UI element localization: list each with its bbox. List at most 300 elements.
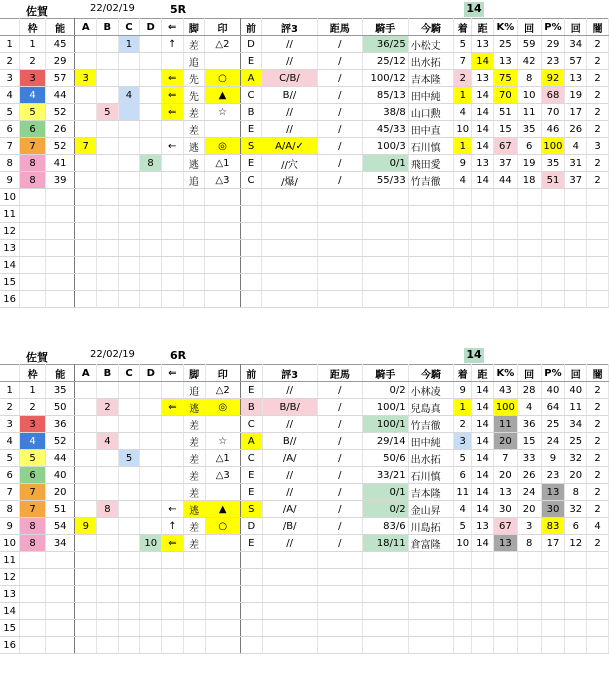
score-c xyxy=(118,433,140,450)
score-b xyxy=(97,138,119,155)
current-jockey xyxy=(408,240,454,257)
score-c xyxy=(118,206,140,223)
dark: 3 xyxy=(587,138,609,155)
jockey-stats: 18/11 xyxy=(363,535,409,552)
k-percent xyxy=(493,206,517,223)
score-c xyxy=(118,586,140,603)
column-header: 回 xyxy=(517,365,541,382)
score-c: 1 xyxy=(118,36,140,53)
score-d xyxy=(140,603,162,620)
p-count: 17 xyxy=(565,104,587,121)
mark xyxy=(205,637,240,654)
running-style xyxy=(183,240,205,257)
column-header: 距 xyxy=(472,365,494,382)
dark: 2 xyxy=(587,87,609,104)
ability: 39 xyxy=(45,172,75,189)
score-c xyxy=(118,569,140,586)
running-style: 逃 xyxy=(183,501,205,518)
p-percent: 40 xyxy=(541,382,565,399)
rating: // xyxy=(262,53,317,70)
running-style xyxy=(183,206,205,223)
score-b xyxy=(97,382,119,399)
race-distance: 14 xyxy=(464,2,484,17)
score-c xyxy=(118,155,140,172)
trend-arrow: ⇐ xyxy=(161,104,183,121)
score-b xyxy=(97,206,119,223)
score-d xyxy=(140,240,162,257)
prev-rank: C xyxy=(240,416,262,433)
frame-number: 7 xyxy=(20,501,46,518)
running-style: 追 xyxy=(183,382,205,399)
dark xyxy=(587,603,609,620)
frame-number: 8 xyxy=(20,172,46,189)
ability: 36 xyxy=(45,416,75,433)
jockey-stats: 50/6 xyxy=(363,450,409,467)
table-row xyxy=(0,257,609,274)
score-c xyxy=(118,382,140,399)
k-percent: 20 xyxy=(493,467,517,484)
k-count xyxy=(517,274,541,291)
rating: // xyxy=(262,121,317,138)
p-count xyxy=(565,223,587,240)
frame-number xyxy=(20,223,46,240)
p-percent: 64 xyxy=(541,399,565,416)
rating: //穴 xyxy=(262,155,317,172)
mark: △3 xyxy=(205,172,240,189)
p-count xyxy=(565,637,587,654)
distance xyxy=(472,620,494,637)
frame-number xyxy=(20,206,46,223)
jockey-stats xyxy=(363,552,409,569)
table-row xyxy=(0,206,609,223)
frame-number: 2 xyxy=(20,399,46,416)
frame-number xyxy=(20,569,46,586)
ability: 52 xyxy=(45,104,75,121)
mark xyxy=(205,240,240,257)
score-c xyxy=(118,620,140,637)
prev-rank xyxy=(240,189,262,206)
trend-arrow xyxy=(161,172,183,189)
trend-arrow xyxy=(162,603,184,620)
score-b xyxy=(97,291,119,308)
k-count xyxy=(517,569,541,586)
jockey-stats xyxy=(362,223,408,240)
ability xyxy=(45,637,75,654)
table-row xyxy=(0,36,609,53)
p-count xyxy=(565,291,587,308)
dark xyxy=(587,586,609,603)
column-header: 脚 xyxy=(183,365,205,382)
distance: 14 xyxy=(472,416,494,433)
distance-horse: / xyxy=(317,535,362,552)
finish xyxy=(454,240,472,257)
trend-arrow xyxy=(162,467,184,484)
score-a xyxy=(75,291,97,308)
distance-horse xyxy=(317,223,362,240)
distance: 14 xyxy=(472,104,494,121)
dark xyxy=(587,189,609,206)
ability: 44 xyxy=(45,450,75,467)
trend-arrow xyxy=(161,274,183,291)
p-percent xyxy=(541,620,565,637)
jockey-stats xyxy=(363,620,409,637)
finish: 10 xyxy=(454,121,472,138)
score-c xyxy=(118,274,140,291)
table-row xyxy=(0,569,609,586)
running-style xyxy=(183,274,205,291)
running-style: 差 xyxy=(183,36,205,53)
k-count: 36 xyxy=(517,416,541,433)
running-style xyxy=(183,189,205,206)
current-jockey xyxy=(408,603,454,620)
score-a xyxy=(75,87,97,104)
score-d xyxy=(140,138,162,155)
distance-horse xyxy=(317,603,362,620)
trend-arrow xyxy=(161,257,183,274)
mark xyxy=(205,257,240,274)
p-count: 37 xyxy=(565,172,587,189)
distance xyxy=(472,206,494,223)
score-a xyxy=(75,223,97,240)
running-style: 逃 xyxy=(183,399,205,416)
score-a xyxy=(75,274,97,291)
trend-arrow xyxy=(162,637,184,654)
finish: 9 xyxy=(454,382,472,399)
rating xyxy=(262,206,317,223)
score-d xyxy=(140,104,162,121)
k-count: 20 xyxy=(517,501,541,518)
venue-label: 佐賀 xyxy=(26,5,48,18)
score-a xyxy=(75,104,97,121)
rating xyxy=(262,274,317,291)
dark: 2 xyxy=(587,121,609,138)
dark xyxy=(587,552,609,569)
column-header: 闇 xyxy=(587,19,609,36)
score-a xyxy=(75,121,97,138)
ability xyxy=(45,620,75,637)
jockey-stats: 100/1 xyxy=(363,399,409,416)
table-row xyxy=(0,535,609,552)
mark: ◎ xyxy=(205,138,240,155)
score-a xyxy=(75,240,97,257)
row-number: 13 xyxy=(0,586,20,603)
frame-number: 6 xyxy=(20,467,46,484)
score-b xyxy=(97,87,119,104)
prev-rank: E xyxy=(240,484,262,501)
prev-rank xyxy=(240,586,262,603)
score-c: 4 xyxy=(118,87,140,104)
prev-rank xyxy=(240,637,262,654)
row-number: 11 xyxy=(0,206,20,223)
score-b xyxy=(97,240,119,257)
rating xyxy=(262,552,317,569)
ability: 29 xyxy=(45,53,75,70)
distance: 14 xyxy=(472,467,494,484)
score-a xyxy=(75,433,97,450)
rating: B/B/ xyxy=(262,399,317,416)
row-number: 16 xyxy=(0,637,20,654)
mark xyxy=(205,223,240,240)
running-style: 先 xyxy=(183,87,205,104)
score-a xyxy=(75,535,97,552)
ability: 50 xyxy=(45,399,75,416)
k-percent xyxy=(493,637,517,654)
frame-number: 7 xyxy=(20,484,46,501)
k-count: 19 xyxy=(517,155,541,172)
current-jockey: 石川慎 xyxy=(408,138,454,155)
finish: 1 xyxy=(454,399,472,416)
score-b xyxy=(97,416,119,433)
race-table xyxy=(0,364,609,654)
p-percent: 68 xyxy=(541,87,565,104)
score-b xyxy=(97,189,119,206)
table-row xyxy=(0,586,609,603)
running-style: 差 xyxy=(183,535,205,552)
distance-horse: / xyxy=(317,450,362,467)
distance-horse: / xyxy=(317,36,362,53)
score-a xyxy=(75,36,97,53)
running-style xyxy=(183,637,205,654)
mark xyxy=(205,206,240,223)
row-number: 6 xyxy=(0,121,20,138)
frame-number xyxy=(20,291,46,308)
table-row xyxy=(0,87,609,104)
prev-rank: A xyxy=(240,70,262,87)
race-6r xyxy=(0,348,609,654)
trend-arrow: ⇐ xyxy=(162,399,184,416)
k-count: 8 xyxy=(517,535,541,552)
distance: 14 xyxy=(472,87,494,104)
column-header: 枠 xyxy=(20,19,46,36)
score-d xyxy=(140,416,162,433)
row-number: 2 xyxy=(0,399,20,416)
header-blank xyxy=(0,365,20,382)
current-jockey: 出水拓 xyxy=(408,450,454,467)
current-jockey: 田中純 xyxy=(408,433,454,450)
table-row xyxy=(0,53,609,70)
k-count xyxy=(517,620,541,637)
frame-number: 2 xyxy=(20,53,46,70)
column-header: 距 xyxy=(472,19,494,36)
k-count: 28 xyxy=(517,382,541,399)
dark xyxy=(587,620,609,637)
current-jockey: 小林凌 xyxy=(408,382,454,399)
distance-horse: / xyxy=(317,70,362,87)
distance-horse xyxy=(317,274,362,291)
jockey-stats: 0/1 xyxy=(363,484,409,501)
race-number: 6R xyxy=(170,349,187,362)
score-a xyxy=(75,620,97,637)
mark xyxy=(205,552,240,569)
current-jockey xyxy=(408,189,454,206)
ability: 45 xyxy=(45,36,75,53)
score-a: 3 xyxy=(75,70,97,87)
finish: 2 xyxy=(454,70,472,87)
prev-rank xyxy=(240,240,262,257)
running-style: 先 xyxy=(183,70,205,87)
distance: 14 xyxy=(472,450,494,467)
current-jockey xyxy=(408,569,454,586)
table-row xyxy=(0,172,609,189)
finish: 2 xyxy=(454,416,472,433)
k-percent: 100 xyxy=(493,399,517,416)
score-b xyxy=(97,121,119,138)
dark: 2 xyxy=(587,36,609,53)
row-number: 9 xyxy=(0,518,20,535)
trend-arrow xyxy=(161,206,183,223)
running-style: 差 xyxy=(183,484,205,501)
finish: 10 xyxy=(454,535,472,552)
p-count: 13 xyxy=(565,70,587,87)
ability: 26 xyxy=(45,121,75,138)
k-count: 4 xyxy=(517,399,541,416)
frame-number: 3 xyxy=(20,416,46,433)
rating: // xyxy=(262,104,317,121)
current-jockey: 金山昇 xyxy=(408,501,454,518)
distance-horse: / xyxy=(317,138,362,155)
current-jockey: 兒島真 xyxy=(408,399,454,416)
row-number: 15 xyxy=(0,620,20,637)
running-style: 差 xyxy=(183,450,205,467)
dark: 2 xyxy=(587,399,609,416)
k-count: 6 xyxy=(517,138,541,155)
distance: 14 xyxy=(472,535,494,552)
table-row xyxy=(0,399,609,416)
distance xyxy=(472,291,494,308)
prev-rank xyxy=(240,206,262,223)
k-percent xyxy=(493,189,517,206)
rating xyxy=(262,603,317,620)
column-header: 距馬 xyxy=(317,365,362,382)
finish xyxy=(454,569,472,586)
table-row xyxy=(0,416,609,433)
distance: 14 xyxy=(472,382,494,399)
distance: 13 xyxy=(472,36,494,53)
trend-arrow xyxy=(162,433,184,450)
trend-arrow xyxy=(161,155,183,172)
jockey-stats: 33/21 xyxy=(363,467,409,484)
rating xyxy=(262,620,317,637)
dark: 2 xyxy=(587,155,609,172)
ability xyxy=(45,569,75,586)
mark: ○ xyxy=(205,70,240,87)
p-count: 19 xyxy=(565,87,587,104)
distance-horse: / xyxy=(317,87,362,104)
prev-rank: E xyxy=(240,467,262,484)
k-count xyxy=(517,240,541,257)
frame-number xyxy=(20,603,46,620)
p-percent: 70 xyxy=(541,104,565,121)
jockey-stats xyxy=(362,240,408,257)
score-d xyxy=(140,189,162,206)
p-count: 11 xyxy=(565,399,587,416)
current-jockey xyxy=(408,257,454,274)
p-percent: 46 xyxy=(541,121,565,138)
ability xyxy=(45,257,75,274)
trend-arrow xyxy=(161,291,183,308)
row-number: 7 xyxy=(0,484,20,501)
column-header: 騎手 xyxy=(363,365,409,382)
score-c xyxy=(118,53,140,70)
table-row xyxy=(0,620,609,637)
current-jockey xyxy=(408,274,454,291)
running-style xyxy=(183,223,205,240)
score-c xyxy=(118,518,140,535)
prev-rank xyxy=(240,257,262,274)
distance-horse: / xyxy=(317,121,362,138)
distance-horse: / xyxy=(317,467,362,484)
row-number: 14 xyxy=(0,603,20,620)
score-c xyxy=(118,484,140,501)
ability: 52 xyxy=(45,433,75,450)
mark xyxy=(205,620,240,637)
current-jockey: 出水拓 xyxy=(408,53,454,70)
trend-arrow xyxy=(162,552,184,569)
rating: // xyxy=(262,36,317,53)
frame-number: 4 xyxy=(20,87,46,104)
rating xyxy=(262,257,317,274)
score-c xyxy=(118,172,140,189)
frame-number: 1 xyxy=(20,36,46,53)
mark: ☆ xyxy=(205,433,240,450)
distance: 14 xyxy=(472,121,494,138)
row-number: 15 xyxy=(0,274,20,291)
row-number: 9 xyxy=(0,172,20,189)
score-b xyxy=(97,257,119,274)
race-distance: 14 xyxy=(464,348,484,363)
trend-arrow xyxy=(161,240,183,257)
p-count: 4 xyxy=(565,138,587,155)
column-header: D xyxy=(140,365,162,382)
mark xyxy=(205,274,240,291)
p-percent xyxy=(541,291,565,308)
distance: 14 xyxy=(472,172,494,189)
trend-arrow: ↑ xyxy=(162,518,184,535)
dark: 2 xyxy=(587,501,609,518)
score-c xyxy=(118,535,140,552)
ability xyxy=(45,240,75,257)
p-count: 40 xyxy=(565,382,587,399)
race-date: 22/02/19 xyxy=(90,349,135,360)
score-a xyxy=(75,552,97,569)
running-style xyxy=(183,257,205,274)
running-style xyxy=(183,569,205,586)
p-percent: 35 xyxy=(541,155,565,172)
running-style xyxy=(183,586,205,603)
finish xyxy=(454,189,472,206)
dark: 2 xyxy=(587,416,609,433)
score-c xyxy=(118,552,140,569)
finish: 1 xyxy=(454,138,472,155)
jockey-stats: 100/3 xyxy=(362,138,408,155)
distance-horse: / xyxy=(317,172,362,189)
score-b xyxy=(97,36,119,53)
jockey-stats: 0/1 xyxy=(362,155,408,172)
header-blank xyxy=(0,19,20,36)
rating: B// xyxy=(262,433,317,450)
row-number: 4 xyxy=(0,433,20,450)
running-style: 追 xyxy=(183,53,205,70)
p-count: 25 xyxy=(565,433,587,450)
column-header: A xyxy=(75,365,97,382)
prev-rank xyxy=(240,620,262,637)
k-count xyxy=(517,552,541,569)
prev-rank xyxy=(240,291,262,308)
score-d xyxy=(140,637,162,654)
frame-number: 1 xyxy=(20,382,46,399)
table-row xyxy=(0,467,609,484)
score-d xyxy=(140,518,162,535)
